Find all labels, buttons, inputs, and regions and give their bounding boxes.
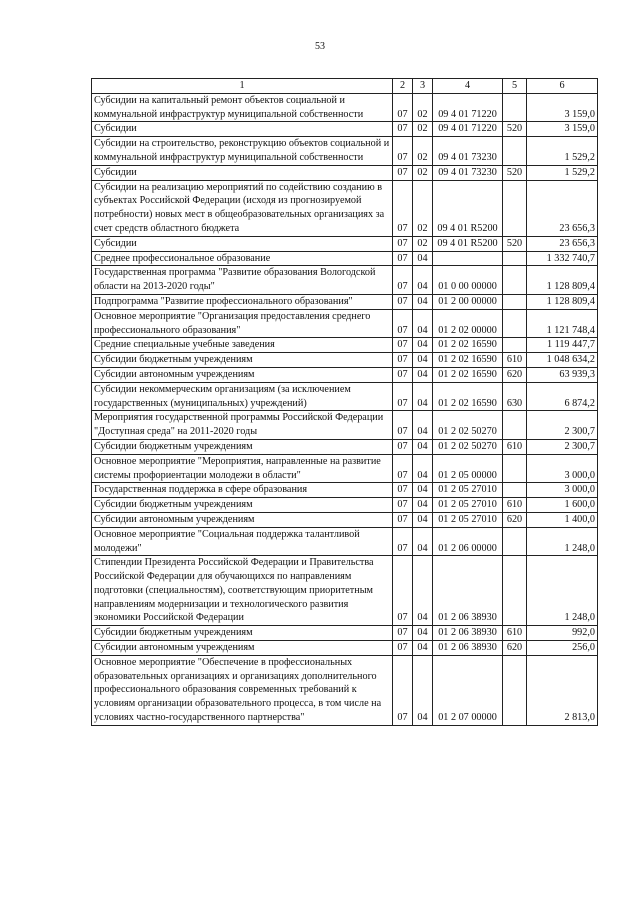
table-row: [92, 641, 598, 656]
row-expense-type-cell: 520: [503, 165, 527, 180]
header-cell-4: 4: [433, 79, 503, 94]
row-subsection-cell: 04: [413, 309, 433, 338]
row-expense-type-cell: [503, 411, 527, 440]
row-target-code-cell: 01 0 00 00000: [433, 266, 503, 295]
row-expense-type-cell: 520: [503, 122, 527, 137]
row-amount-cell: 1 248,0: [527, 556, 598, 626]
row-section-cell: 07: [393, 655, 413, 725]
row-subsection-cell: 04: [413, 367, 433, 382]
row-section-cell: 07: [393, 527, 413, 556]
row-expense-type-cell: [503, 454, 527, 483]
row-section-cell: 07: [393, 556, 413, 626]
row-section-cell: 07: [393, 512, 413, 527]
row-expense-type-cell: [503, 556, 527, 626]
row-name-cell: Субсидии автономным учреждениям: [92, 512, 393, 527]
row-subsection-cell: 04: [413, 641, 433, 656]
row-section-cell: 07: [393, 367, 413, 382]
table-row: [92, 439, 598, 454]
row-subsection-cell: 04: [413, 527, 433, 556]
row-section-cell: 07: [393, 454, 413, 483]
table-row: [92, 294, 598, 309]
row-amount-cell: 1 119 447,7: [527, 338, 598, 353]
row-subsection-cell: 04: [413, 294, 433, 309]
table-row: [92, 527, 598, 556]
row-amount-cell: 1 248,0: [527, 527, 598, 556]
row-section-cell: 07: [393, 626, 413, 641]
page-number: 53: [315, 41, 325, 52]
row-subsection-cell: 04: [413, 411, 433, 440]
row-expense-type-cell: 630: [503, 382, 527, 411]
row-target-code-cell: 01 2 06 38930: [433, 626, 503, 641]
row-expense-type-cell: 610: [503, 439, 527, 454]
row-section-cell: 07: [393, 236, 413, 251]
row-subsection-cell: 04: [413, 338, 433, 353]
table-row: [92, 556, 598, 626]
table-row: [92, 483, 598, 498]
row-name-cell: Средние специальные учебные заведения: [92, 338, 393, 353]
row-expense-type-cell: [503, 294, 527, 309]
row-name-cell: Субсидии некоммерческим организациям (за исключением государственных (муниципальных) учреждений): [92, 382, 393, 411]
table-row: [92, 626, 598, 641]
table-row: [92, 137, 598, 166]
row-target-code-cell: 09 4 01 71220: [433, 122, 503, 137]
row-expense-type-cell: [503, 93, 527, 122]
row-expense-type-cell: 620: [503, 367, 527, 382]
table-row: [92, 367, 598, 382]
row-amount-cell: 2 300,7: [527, 439, 598, 454]
row-name-cell: Среднее профессиональное образование: [92, 251, 393, 266]
row-target-code-cell: 01 2 06 38930: [433, 641, 503, 656]
row-amount-cell: 2 300,7: [527, 411, 598, 440]
row-expense-type-cell: [503, 180, 527, 236]
table-row: [92, 353, 598, 368]
row-section-cell: 07: [393, 641, 413, 656]
row-subsection-cell: 02: [413, 93, 433, 122]
row-subsection-cell: 04: [413, 655, 433, 725]
row-name-cell: Субсидии: [92, 165, 393, 180]
row-name-cell: Субсидии на строительство, реконструкцию объектов социальной и коммунальной инфраструктур муниципальной собственности: [92, 137, 393, 166]
row-subsection-cell: 04: [413, 556, 433, 626]
row-section-cell: 07: [393, 309, 413, 338]
row-amount-cell: 2 813,0: [527, 655, 598, 725]
row-name-cell: Субсидии автономным учреждениям: [92, 367, 393, 382]
header-cell-3: 3: [413, 79, 433, 94]
row-amount-cell: 23 656,3: [527, 236, 598, 251]
row-name-cell: Государственная поддержка в сфере образования: [92, 483, 393, 498]
row-target-code-cell: 09 4 01 73230: [433, 165, 503, 180]
row-section-cell: 07: [393, 122, 413, 137]
row-subsection-cell: 04: [413, 512, 433, 527]
row-name-cell: Стипендии Президента Российской Федерации и Правительства Российской Федерации для обучающихся по направлениям подготовки (специальностям), соответствующим приоритетным направлениям модернизации и технологического развития экономики Российской Федерации: [92, 556, 393, 626]
row-amount-cell: 3 159,0: [527, 93, 598, 122]
row-target-code-cell: 01 2 02 00000: [433, 309, 503, 338]
row-amount-cell: 6 874,2: [527, 382, 598, 411]
row-section-cell: 07: [393, 137, 413, 166]
row-name-cell: Субсидии на капитальный ремонт объектов социальной и коммунальной инфраструктур муниципальной собственности: [92, 93, 393, 122]
row-expense-type-cell: 620: [503, 512, 527, 527]
row-name-cell: Мероприятия государственной программы Российской Федерации "Доступная среда" на 2011-2020 годы: [92, 411, 393, 440]
row-amount-cell: 1 529,2: [527, 137, 598, 166]
row-target-code-cell: 09 4 01 71220: [433, 93, 503, 122]
header-cell-6: 6: [527, 79, 598, 94]
table-body: [92, 79, 598, 726]
row-amount-cell: 1 128 809,4: [527, 294, 598, 309]
row-target-code-cell: 01 2 02 50270: [433, 439, 503, 454]
row-expense-type-cell: 520: [503, 236, 527, 251]
budget-table: [91, 78, 598, 726]
row-name-cell: Основное мероприятие "Социальная поддержка талантливой молодежи": [92, 527, 393, 556]
row-name-cell: Основное мероприятие "Обеспечение в профессиональных образовательных организациях и организациях дополнительного профессионального образования современных требований к условиям организации образовательного процесса, в том числе на условиях частно-государственного партнерства": [92, 655, 393, 725]
row-amount-cell: 3 159,0: [527, 122, 598, 137]
row-target-code-cell: 01 2 07 00000: [433, 655, 503, 725]
row-target-code-cell: 01 2 05 27010: [433, 498, 503, 513]
row-section-cell: 07: [393, 353, 413, 368]
header-cell-5: 5: [503, 79, 527, 94]
row-section-cell: 07: [393, 93, 413, 122]
table-row: [92, 309, 598, 338]
row-section-cell: 07: [393, 251, 413, 266]
table-row: [92, 655, 598, 725]
row-section-cell: 07: [393, 439, 413, 454]
row-section-cell: 07: [393, 483, 413, 498]
row-amount-cell: 23 656,3: [527, 180, 598, 236]
row-amount-cell: 1 529,2: [527, 165, 598, 180]
row-target-code-cell: 01 2 06 00000: [433, 527, 503, 556]
row-target-code-cell: 01 2 00 00000: [433, 294, 503, 309]
row-amount-cell: 1 332 740,7: [527, 251, 598, 266]
row-amount-cell: 1 600,0: [527, 498, 598, 513]
row-section-cell: 07: [393, 165, 413, 180]
table-row: [92, 180, 598, 236]
row-expense-type-cell: [503, 655, 527, 725]
table-row: [92, 236, 598, 251]
row-section-cell: 07: [393, 498, 413, 513]
row-name-cell: Субсидии бюджетным учреждениям: [92, 353, 393, 368]
table-row: [92, 165, 598, 180]
row-name-cell: Подпрограмма "Развитие профессионального образования": [92, 294, 393, 309]
row-name-cell: Субсидии: [92, 122, 393, 137]
row-amount-cell: 1 128 809,4: [527, 266, 598, 295]
row-subsection-cell: 04: [413, 454, 433, 483]
row-target-code-cell: 01 2 02 16590: [433, 382, 503, 411]
row-name-cell: Субсидии бюджетным учреждениям: [92, 626, 393, 641]
row-target-code-cell: 09 4 01 R5200: [433, 236, 503, 251]
row-subsection-cell: 04: [413, 626, 433, 641]
row-subsection-cell: 02: [413, 236, 433, 251]
row-expense-type-cell: [503, 266, 527, 295]
table-row: [92, 266, 598, 295]
row-subsection-cell: 04: [413, 251, 433, 266]
row-section-cell: 07: [393, 294, 413, 309]
row-target-code-cell: 01 2 05 27010: [433, 512, 503, 527]
row-subsection-cell: 04: [413, 439, 433, 454]
row-expense-type-cell: [503, 483, 527, 498]
row-target-code-cell: 01 2 06 38930: [433, 556, 503, 626]
table-row: [92, 122, 598, 137]
row-amount-cell: 3 000,0: [527, 454, 598, 483]
row-section-cell: 07: [393, 411, 413, 440]
row-target-code-cell: 01 2 05 00000: [433, 454, 503, 483]
row-expense-type-cell: [503, 251, 527, 266]
row-name-cell: Субсидии бюджетным учреждениям: [92, 439, 393, 454]
row-target-code-cell: 01 2 02 16590: [433, 338, 503, 353]
row-name-cell: Субсидии: [92, 236, 393, 251]
row-subsection-cell: 02: [413, 165, 433, 180]
header-cell-2: 2: [393, 79, 413, 94]
row-subsection-cell: 02: [413, 137, 433, 166]
table-row: [92, 498, 598, 513]
table-header-row: [92, 79, 598, 94]
row-subsection-cell: 04: [413, 266, 433, 295]
row-section-cell: 07: [393, 382, 413, 411]
row-subsection-cell: 04: [413, 498, 433, 513]
table-row: [92, 251, 598, 266]
row-subsection-cell: 04: [413, 382, 433, 411]
row-amount-cell: 992,0: [527, 626, 598, 641]
row-target-code-cell: [433, 251, 503, 266]
row-target-code-cell: 01 2 02 16590: [433, 367, 503, 382]
row-expense-type-cell: 610: [503, 353, 527, 368]
row-name-cell: Субсидии автономным учреждениям: [92, 641, 393, 656]
row-amount-cell: 63 939,3: [527, 367, 598, 382]
row-expense-type-cell: [503, 137, 527, 166]
row-subsection-cell: 04: [413, 483, 433, 498]
row-expense-type-cell: [503, 527, 527, 556]
table-row: [92, 338, 598, 353]
row-name-cell: Основное мероприятие "Мероприятия, направленные на развитие системы профориентации молодежи в области": [92, 454, 393, 483]
row-expense-type-cell: [503, 309, 527, 338]
row-expense-type-cell: 610: [503, 626, 527, 641]
row-amount-cell: 1 048 634,2: [527, 353, 598, 368]
row-amount-cell: 256,0: [527, 641, 598, 656]
row-name-cell: Основное мероприятие "Организация предоставления среднего профессионального образования": [92, 309, 393, 338]
row-target-code-cell: 09 4 01 73230: [433, 137, 503, 166]
row-amount-cell: 1 121 748,4: [527, 309, 598, 338]
row-expense-type-cell: [503, 338, 527, 353]
row-section-cell: 07: [393, 180, 413, 236]
row-section-cell: 07: [393, 266, 413, 295]
row-expense-type-cell: 610: [503, 498, 527, 513]
table-row: [92, 512, 598, 527]
row-target-code-cell: 01 2 02 16590: [433, 353, 503, 368]
row-target-code-cell: 09 4 01 R5200: [433, 180, 503, 236]
row-name-cell: Субсидии бюджетным учреждениям: [92, 498, 393, 513]
table-row: [92, 411, 598, 440]
table-row: [92, 382, 598, 411]
table-row: [92, 93, 598, 122]
row-name-cell: Государственная программа "Развитие образования Вологодской области на 2013-2020 годы": [92, 266, 393, 295]
header-cell-1: 1: [92, 79, 393, 94]
row-expense-type-cell: 620: [503, 641, 527, 656]
row-name-cell: Субсидии на реализацию мероприятий по содействию созданию в субъектах Российской Федерации (исходя из прогнозируемой потребности) новых мест в общеобразовательных организациях за счет средств областного бюджета: [92, 180, 393, 236]
row-section-cell: 07: [393, 338, 413, 353]
row-subsection-cell: 02: [413, 180, 433, 236]
row-subsection-cell: 04: [413, 353, 433, 368]
row-target-code-cell: 01 2 05 27010: [433, 483, 503, 498]
row-amount-cell: 3 000,0: [527, 483, 598, 498]
table-row: [92, 454, 598, 483]
row-target-code-cell: 01 2 02 50270: [433, 411, 503, 440]
row-subsection-cell: 02: [413, 122, 433, 137]
row-amount-cell: 1 400,0: [527, 512, 598, 527]
